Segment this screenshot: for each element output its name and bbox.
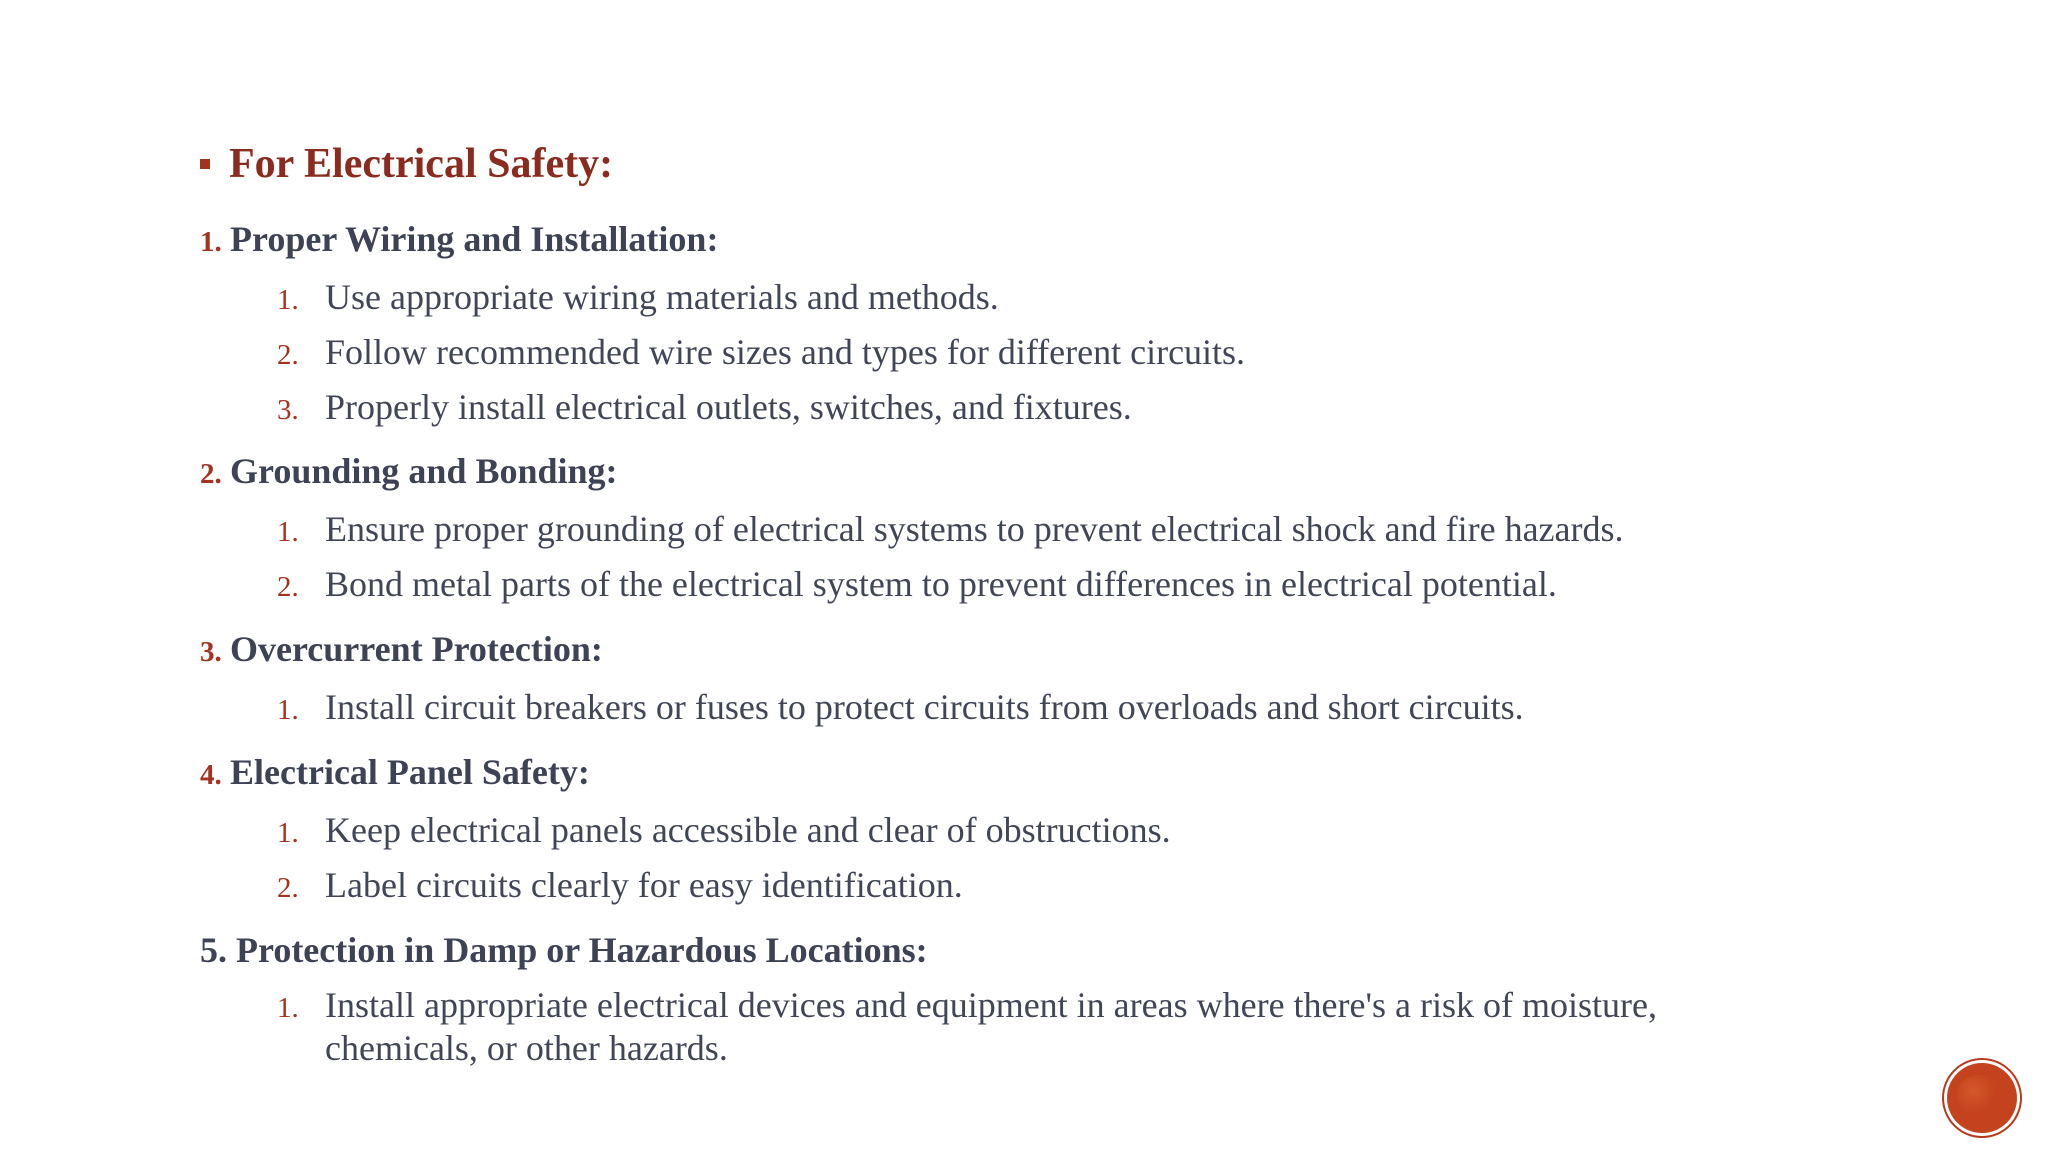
list-item <box>200 276 1800 319</box>
section-title-text: Protection in Damp or Hazardous Locations: <box>236 930 928 970</box>
section-damp-locations <box>200 928 1800 1070</box>
section-overcurrent <box>200 627 1800 729</box>
section-title <box>200 750 1800 797</box>
item-text: Properly install electrical outlets, switches, and fixtures. <box>325 387 1132 427</box>
section-title-text: Proper Wiring and Installation: <box>230 219 719 259</box>
section-proper-wiring <box>200 217 1800 429</box>
slide-badge-icon <box>1947 1063 2017 1133</box>
slide-heading <box>200 140 613 188</box>
item-text: Follow recommended wire sizes and types for different circuits. <box>325 332 1246 372</box>
item-number: 3. <box>277 394 299 426</box>
badge-texture <box>1957 1075 2003 1115</box>
item-number: 2. <box>277 571 299 603</box>
list-item <box>200 563 1800 606</box>
section-number: 4. <box>200 759 222 791</box>
list-item <box>200 386 1800 429</box>
section-panel-safety <box>200 750 1800 907</box>
list-item <box>200 331 1800 374</box>
section-grounding <box>200 449 1800 606</box>
section-number: 3. <box>200 636 222 668</box>
item-number: 2. <box>277 339 299 371</box>
item-text: Keep electrical panels accessible and clear of obstructions. <box>325 810 1171 850</box>
item-text: Install appropriate electrical devices and equipment in areas where there's a risk of moisture, chemicals, or other hazards. <box>325 985 1657 1068</box>
section-title-text: Grounding and Bonding: <box>230 451 618 491</box>
item-number: 1. <box>277 694 299 726</box>
item-number: 2. <box>277 872 299 904</box>
heading-text: For Electrical Safety: <box>229 141 614 187</box>
item-number: 1. <box>277 817 299 849</box>
section-title-text: Electrical Panel Safety: <box>230 752 590 792</box>
section-title <box>200 928 1800 972</box>
list-item <box>200 809 1800 852</box>
list-item <box>200 508 1800 551</box>
item-text: Use appropriate wiring materials and methods. <box>325 277 999 317</box>
section-title <box>200 627 1800 674</box>
section-title <box>200 449 1800 496</box>
item-number: 1. <box>277 516 299 548</box>
square-bullet-icon <box>200 159 210 169</box>
list-item <box>200 864 1800 907</box>
section-number: 2. <box>200 458 222 490</box>
item-text: Label circuits clearly for easy identification. <box>325 865 963 905</box>
item-text: Ensure proper grounding of electrical systems to prevent electrical shock and fire hazards. <box>325 509 1624 549</box>
item-number: 1. <box>277 284 299 316</box>
item-text: Install circuit breakers or fuses to protect circuits from overloads and short circuits. <box>325 687 1524 727</box>
section-title <box>200 217 1800 264</box>
item-text: Bond metal parts of the electrical system to prevent differences in electrical potential. <box>325 564 1557 604</box>
list-item <box>200 984 1785 1070</box>
section-number: 5. <box>200 930 227 970</box>
section-number: 1. <box>200 226 222 258</box>
item-number: 1. <box>277 992 299 1024</box>
list-item <box>200 686 1800 729</box>
section-title-text: Overcurrent Protection: <box>230 629 603 669</box>
